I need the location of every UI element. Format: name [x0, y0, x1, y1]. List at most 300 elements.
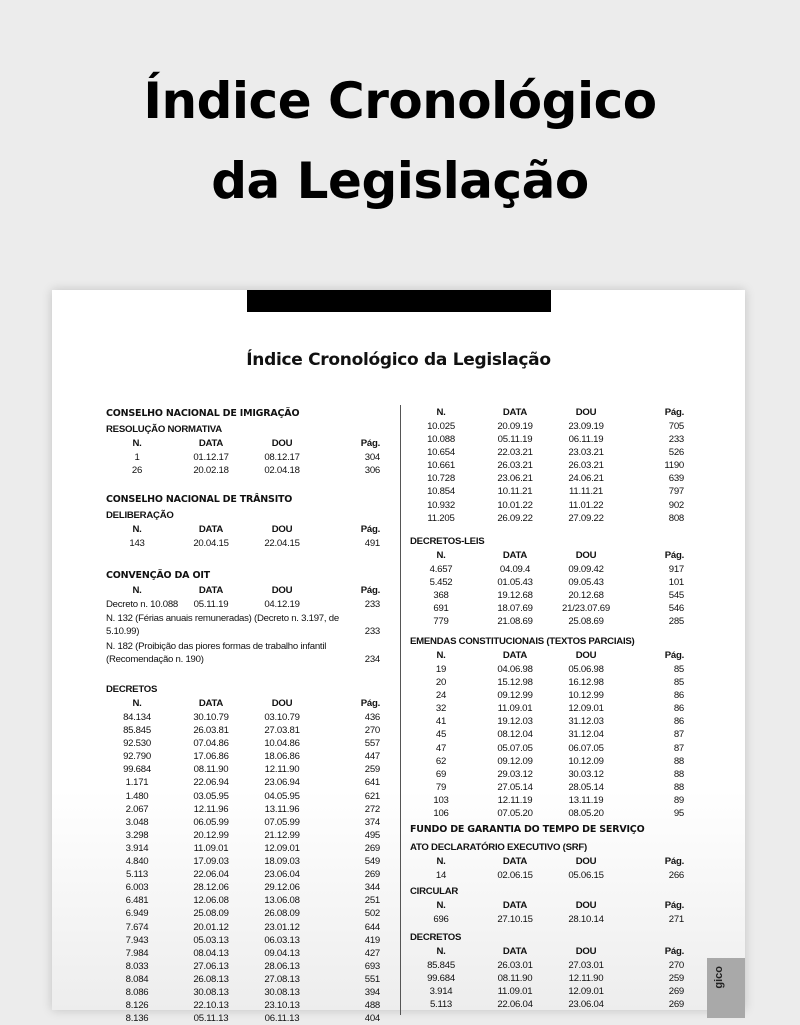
table-cell: 427	[364, 947, 380, 959]
table-row	[106, 724, 391, 737]
table-cell: 09.12.09	[497, 755, 533, 767]
section-subtitle: EMENDAS CONSTITUCIONAIS (TEXTOS PARCIAIS)	[410, 636, 635, 647]
index-section	[410, 406, 695, 525]
table-cell: 10.854	[427, 486, 455, 498]
table-cell: 07.05.20	[497, 808, 533, 820]
table-cell: 04.06.98	[497, 664, 533, 675]
column-header: DOU	[575, 946, 597, 957]
table-cell: 12.11.90	[568, 973, 604, 985]
column-header: DATA	[198, 438, 224, 449]
table-cell: 269	[668, 986, 684, 998]
table-row	[106, 999, 391, 1012]
table-cell: 25.08.09	[193, 908, 229, 920]
table-cell: 18.07.69	[497, 603, 533, 615]
table-header	[410, 899, 695, 913]
table-cell: 85	[673, 664, 684, 675]
table-cell: 19.12.68	[497, 590, 533, 602]
table-cell: Decreto n. 10.088	[106, 599, 179, 610]
table-cell: 269	[364, 842, 380, 854]
table-cell: 271	[668, 914, 684, 925]
table-cell: 10.088	[427, 434, 455, 446]
table-row	[410, 728, 695, 741]
table-cell: 62	[435, 755, 447, 767]
table-cell: 12.11.96	[193, 803, 229, 815]
table-cell: 19.12.03	[497, 716, 533, 728]
table-cell: 23.06.21	[497, 473, 533, 485]
table-cell: 103	[433, 794, 449, 806]
table-cell: 488	[364, 1000, 380, 1012]
table-cell: 14	[435, 870, 447, 881]
table-cell: 28.06.13	[264, 960, 300, 972]
table-cell: 04.09.4	[499, 564, 531, 575]
table-cell: 26.09.22	[497, 512, 533, 524]
table-cell: 05.11.19	[497, 434, 533, 446]
column-header: N.	[436, 856, 446, 867]
table-cell: 26.03.21	[497, 460, 533, 472]
table-row	[106, 464, 391, 477]
table-cell: 269	[364, 869, 380, 881]
table-cell: 22.03.21	[497, 447, 533, 459]
table-cell: 8.086	[125, 986, 149, 998]
table-cell: 8.126	[125, 1000, 149, 1012]
table-cell: 27.09.22	[568, 512, 604, 524]
table-cell: 09.09.42	[568, 564, 604, 575]
table-cell: 502	[364, 908, 380, 920]
table-cell: 23.09.19	[568, 421, 604, 432]
column-header: N.	[436, 946, 446, 957]
section-subtitle: DECRETOS	[410, 932, 462, 943]
table-row	[410, 576, 695, 589]
table-row	[410, 807, 695, 820]
table-row	[410, 676, 695, 689]
table-cell: 551	[364, 973, 380, 985]
table-row	[106, 907, 391, 920]
index-section	[106, 568, 391, 667]
table-cell: 06.11.19	[568, 434, 604, 446]
table-cell: 3.914	[429, 986, 453, 998]
table-cell: 06.05.99	[193, 816, 229, 828]
table-cell: 79	[435, 781, 447, 793]
table-row	[106, 790, 391, 803]
table-cell: 27.03.01	[568, 960, 604, 971]
table-cell: 285	[668, 616, 684, 628]
table-cell: 11.09.01	[193, 842, 229, 854]
table-cell: 3.048	[125, 816, 149, 828]
hero-title-line-2: da Legislação	[211, 152, 589, 210]
table-cell: 917	[668, 564, 684, 575]
table-cell: 270	[668, 960, 684, 971]
table-cell: 12.11.19	[497, 794, 533, 806]
table-cell: 06.07.05	[568, 742, 604, 754]
table-cell: 02.06.15	[497, 870, 533, 881]
table-cell: 30.03.12	[568, 768, 604, 780]
table-cell: 05.11.19	[193, 599, 229, 610]
table-cell: 85	[673, 677, 684, 689]
table-cell: 101	[668, 577, 684, 589]
column-divider	[400, 405, 401, 1015]
table-cell: 05.11.13	[193, 1013, 229, 1025]
column-header: Pág.	[360, 585, 380, 596]
table-cell: 22.06.94	[193, 777, 229, 789]
table-row	[106, 960, 391, 973]
table-row	[410, 499, 695, 512]
table-row	[410, 446, 695, 459]
table-row	[410, 985, 695, 998]
table-cell: 304	[364, 452, 380, 463]
table-cell: 08.11.90	[193, 764, 229, 776]
table-row	[106, 921, 391, 934]
table-cell: 374	[364, 816, 380, 828]
table-cell: 31.12.03	[568, 716, 604, 728]
table-cell: 22.04.15	[264, 538, 300, 549]
table-row	[106, 868, 391, 881]
table-header	[106, 523, 391, 537]
table-row	[410, 433, 695, 446]
table-row	[410, 913, 695, 926]
table-row	[106, 451, 391, 464]
table-cell: 03.10.79	[264, 712, 300, 723]
table-cell: 8.084	[125, 973, 149, 985]
index-section	[106, 406, 391, 477]
table-row	[106, 537, 391, 550]
column-header: DATA	[502, 856, 528, 867]
section-subtitle: DELIBERAÇÃO	[106, 510, 174, 521]
table-cell: 08.12.04	[497, 729, 533, 741]
table-cell: 88	[673, 755, 684, 767]
column-header: Pág.	[664, 946, 684, 957]
table-cell: 12.09.01	[568, 986, 604, 998]
table-cell: 10.654	[427, 447, 455, 459]
index-section	[410, 840, 695, 882]
table-cell: 92.790	[123, 751, 151, 763]
table-row	[410, 794, 695, 807]
table-cell: 28.10.14	[568, 914, 604, 925]
table-cell: 25.08.69	[568, 616, 604, 628]
table-cell: 4.840	[125, 856, 149, 868]
section-subtitle: FUNDO DE GARANTIA DO TEMPO DE SERVIÇO	[410, 824, 645, 835]
table-cell: 02.04.18	[264, 465, 300, 477]
table-row	[106, 986, 391, 999]
table-cell: 13.06.08	[264, 895, 300, 907]
table-cell: 143	[129, 538, 145, 549]
table-cell: 41	[435, 716, 447, 728]
table-cell: 26	[131, 465, 143, 477]
table-cell: 20.12.68	[568, 590, 604, 602]
table-cell: 12.11.90	[264, 764, 300, 776]
table-cell: 87	[673, 742, 684, 754]
table-cell: 18.06.86	[264, 751, 300, 763]
column-header: Pág.	[664, 407, 684, 418]
table-row	[106, 803, 391, 816]
table-cell: 26.03.21	[568, 460, 604, 472]
column-header: DOU	[575, 650, 597, 661]
table-row	[106, 737, 391, 750]
section-subtitle: DECRETOS	[106, 684, 158, 695]
table-cell: 545	[668, 590, 684, 602]
table-cell: 85.845	[123, 725, 151, 737]
table-cell: 23.06.94	[264, 777, 300, 789]
table-cell: 07.05.99	[264, 816, 300, 828]
table-cell: 7.984	[125, 947, 149, 959]
table-cell: 808	[668, 512, 684, 524]
table-row	[410, 702, 695, 715]
column-header: DOU	[575, 407, 597, 418]
table-cell: 394	[364, 986, 380, 998]
section-title: CONSELHO NACIONAL DE TRÂNSITO	[106, 494, 293, 505]
table-cell: 21.08.69	[497, 616, 533, 628]
table-cell: 11.205	[427, 512, 455, 524]
table-cell: 19	[435, 664, 447, 675]
section-subtitle: ATO DECLARATÓRIO EXECUTIVO (SRF)	[410, 842, 587, 853]
table-cell: 621	[364, 790, 380, 802]
table-cell: 15.12.98	[497, 677, 533, 689]
table-cell: 644	[364, 921, 380, 933]
table-cell: 08.05.20	[568, 808, 604, 820]
table-cell: 13.11.19	[568, 794, 604, 806]
table-cell: 233	[364, 599, 380, 610]
table-row	[410, 998, 695, 1011]
table-header	[410, 406, 695, 420]
table-cell: 09.04.13	[264, 947, 300, 959]
table-row	[106, 829, 391, 842]
table-cell: 69	[435, 768, 447, 780]
section-subtitle: CIRCULAR	[410, 886, 459, 897]
table-row	[106, 881, 391, 894]
column-header: DATA	[502, 946, 528, 957]
table-cell: 641	[364, 777, 380, 789]
column-header: DOU	[575, 550, 597, 561]
index-section	[106, 492, 391, 550]
table-cell: 26.03.01	[497, 960, 533, 971]
section-subtitle: DECRETOS-LEIS	[410, 536, 485, 547]
column-header: DATA	[198, 585, 224, 596]
table-cell: 26.08.09	[264, 908, 300, 920]
note-text: N. 182 (Proibição das piores formas de trabalho infantil	[106, 641, 327, 653]
table-row	[410, 512, 695, 525]
table-cell: 27.10.15	[497, 914, 533, 925]
table-cell: 779	[433, 616, 449, 628]
table-cell: 557	[364, 738, 380, 750]
column-header: N.	[436, 407, 446, 418]
table-cell: 10.025	[427, 421, 455, 432]
table-cell: 11.09.01	[497, 703, 533, 715]
table-cell: 3.298	[125, 829, 149, 841]
table-header	[106, 697, 391, 711]
table-cell: 259	[668, 973, 684, 985]
table-cell: 696	[433, 914, 449, 925]
index-section	[410, 634, 695, 820]
column-header: DOU	[271, 524, 293, 535]
table-cell: 30.08.13	[193, 986, 229, 998]
table-row	[410, 869, 695, 882]
table-cell: 10.728	[427, 473, 455, 485]
table-cell: 306	[364, 465, 380, 477]
table-cell: 1190	[664, 460, 684, 472]
table-row	[410, 459, 695, 472]
table-cell: 88	[673, 768, 684, 780]
table-cell: 26.03.81	[193, 725, 229, 737]
table-header	[106, 584, 391, 598]
table-cell: 45	[435, 729, 447, 741]
table-cell: 88	[673, 781, 684, 793]
table-cell: 233	[668, 434, 684, 446]
table-cell: 09.05.43	[568, 577, 604, 589]
table-cell: 797	[668, 486, 684, 498]
table-row	[410, 715, 695, 728]
index-section	[410, 884, 695, 926]
table-cell: 10.04.86	[264, 738, 300, 750]
column-header: N.	[436, 650, 446, 661]
table-cell: 12.09.01	[264, 842, 300, 854]
column-header: DOU	[575, 856, 597, 867]
table-cell: 6.003	[125, 882, 149, 894]
column-header: DATA	[502, 407, 528, 418]
column-header: N.	[132, 524, 142, 535]
table-cell: 10.932	[427, 499, 455, 511]
index-section	[410, 822, 695, 838]
table-cell: 10.01.22	[497, 499, 533, 511]
table-cell: 87	[673, 729, 684, 741]
table-header	[410, 649, 695, 663]
table-cell: 05.07.05	[497, 742, 533, 754]
table-cell: 06.11.13	[264, 1013, 300, 1025]
table-cell: 1.171	[125, 777, 149, 789]
table-cell: 04.12.19	[264, 599, 300, 610]
table-cell: 1	[134, 452, 140, 463]
table-cell: 1.480	[125, 790, 149, 802]
table-cell: 447	[364, 751, 380, 763]
table-cell: 95	[673, 808, 684, 820]
table-cell: 10.12.09	[568, 755, 604, 767]
table-cell: 08.11.90	[497, 973, 533, 985]
table-cell: 01.12.17	[193, 452, 229, 463]
index-section	[106, 682, 391, 1025]
table-cell: 92.530	[123, 738, 151, 750]
table-cell: 84.134	[123, 712, 151, 723]
table-cell: 270	[364, 725, 380, 737]
table-cell: 106	[433, 808, 449, 820]
table-cell: 269	[668, 999, 684, 1011]
table-row	[410, 663, 695, 676]
section-title: CONVENÇÃO DA OIT	[106, 570, 210, 581]
table-header	[410, 945, 695, 959]
table-cell: 344	[364, 882, 380, 894]
table-cell: 13.11.96	[264, 803, 300, 815]
column-header: Pág.	[360, 698, 380, 709]
table-cell: 17.09.03	[193, 856, 229, 868]
table-cell: 8.033	[125, 960, 149, 972]
document-page	[52, 290, 745, 1025]
table-cell: 495	[364, 829, 380, 841]
table-cell: 266	[668, 870, 684, 881]
table-cell: 526	[668, 447, 684, 459]
column-header: Pág.	[664, 550, 684, 561]
table-cell: 21/23.07.69	[562, 603, 610, 615]
table-row	[106, 763, 391, 776]
note-row	[106, 639, 380, 667]
table-cell: 20.12.99	[193, 829, 229, 841]
note-page: 233	[364, 626, 380, 638]
table-row	[106, 894, 391, 907]
table-cell: 28.05.14	[568, 781, 604, 793]
table-row	[106, 934, 391, 947]
column-header: Pág.	[664, 900, 684, 911]
column-header: DATA	[198, 698, 224, 709]
index-section	[410, 930, 695, 1011]
table-row	[106, 711, 391, 724]
table-cell: 32	[435, 703, 447, 715]
table-cell: 7.943	[125, 934, 149, 946]
table-cell: 27.05.14	[497, 781, 533, 793]
column-header: DATA	[502, 650, 528, 661]
table-cell: 27.06.13	[193, 960, 229, 972]
table-cell: 436	[364, 712, 380, 723]
section-subtitle: RESOLUÇÃO NORMATIVA	[106, 424, 222, 435]
table-row	[410, 472, 695, 485]
table-cell: 546	[668, 603, 684, 615]
table-row	[410, 602, 695, 615]
table-row	[106, 973, 391, 986]
table-row	[106, 1012, 391, 1025]
table-cell: 10.661	[427, 460, 455, 472]
table-cell: 05.06.98	[568, 664, 604, 675]
table-cell: 5.452	[429, 577, 453, 589]
table-row	[106, 598, 391, 611]
table-cell: 419	[364, 934, 380, 946]
table-cell: 11.11.21	[569, 486, 603, 498]
note-row	[106, 611, 380, 639]
table-cell: 85.845	[427, 960, 455, 971]
table-cell: 07.04.86	[193, 738, 229, 750]
table-cell: 20.02.18	[193, 465, 229, 477]
table-cell: 08.04.13	[193, 947, 229, 959]
table-cell: 20.01.12	[193, 921, 229, 933]
table-cell: 86	[673, 703, 684, 715]
column-header: DATA	[198, 524, 224, 535]
column-header: Pág.	[664, 650, 684, 661]
table-cell: 22.10.13	[193, 1000, 229, 1012]
note-text-group	[106, 640, 342, 666]
note-text: (Recomendação n. 190)	[106, 654, 204, 666]
table-row	[410, 972, 695, 985]
table-cell: 17.06.86	[193, 751, 229, 763]
column-header: N.	[436, 550, 446, 561]
table-header	[410, 549, 695, 563]
table-cell: 6.949	[125, 908, 149, 920]
table-cell: 06.03.13	[264, 934, 300, 946]
hero-title-line-1: Índice Cronológico	[143, 72, 657, 130]
table-row	[410, 615, 695, 628]
table-cell: 272	[364, 803, 380, 815]
table-cell: 30.10.79	[193, 712, 229, 723]
side-tab[interactable]	[707, 958, 745, 1018]
table-row	[410, 781, 695, 794]
table-row	[410, 742, 695, 755]
table-row	[106, 842, 391, 855]
column-header: N.	[132, 438, 142, 449]
table-cell: 404	[364, 1013, 380, 1025]
note-text: N. 132 (Férias anuais remuneradas) (Decreto n. 3.197, de 5.10.99)	[106, 613, 339, 638]
table-cell: 7.674	[125, 921, 149, 933]
table-cell: 99.684	[427, 973, 455, 985]
table-row	[410, 689, 695, 702]
table-cell: 368	[433, 590, 449, 602]
table-cell: 639	[668, 473, 684, 485]
table-cell: 10.12.99	[568, 690, 604, 702]
table-cell: 5.113	[125, 869, 149, 881]
table-cell: 10.11.21	[497, 486, 533, 498]
table-header	[106, 437, 391, 451]
